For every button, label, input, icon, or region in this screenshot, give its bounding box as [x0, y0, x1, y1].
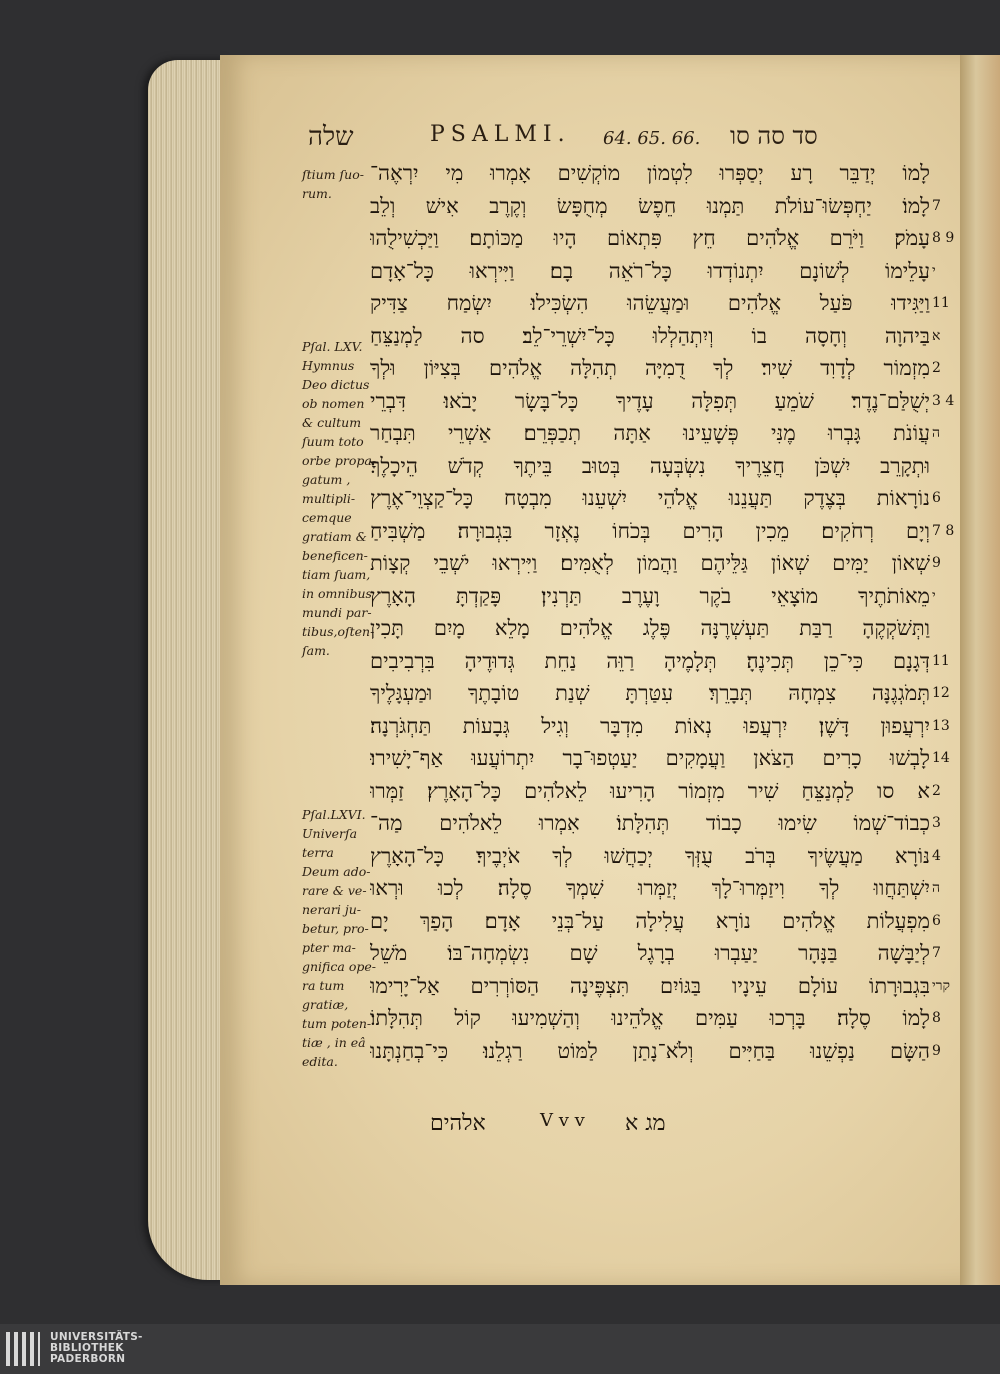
verse-number: 8 — [932, 1010, 941, 1026]
footer-signature: V v v — [540, 1110, 585, 1131]
margin-note-line: Deo dictus — [302, 377, 370, 392]
hebrew-text-line: וְיָם רְחֹקִים׃ מֵכִין הָרִים בְּכֹחוֹ נֶאְזָר בִּגְבוּרָה׃ מַשְׁבִּיחַ — [370, 518, 930, 543]
verse-number: 8 9 — [932, 230, 955, 246]
hebrew-text-line: כְבוֹד־שְׁמוֹ שִׂימוּ כָבוֹד תְּהִלָּתוֹ׃ אִמְרוּ לֵאלֹהִים מַה־ — [370, 811, 930, 835]
footer-hebrew-signature: מג א — [625, 1111, 666, 1136]
margin-note-line: Deum ado- — [302, 864, 371, 879]
verse-number: 6 — [932, 912, 941, 929]
margin-note-line: ob nomen — [302, 396, 365, 411]
verse-number: 14 — [932, 750, 950, 766]
hebrew-text-line: הַשָּׂם נַפְשֵׁנוּ בַּחַיִּים וְלֹא־נָתַן לַמּוֹט רַגְלֵנוּ׃ כִּי־בְחַנְתָּנוּ — [370, 1038, 930, 1063]
margin-note-line: rare & ve- — [302, 883, 367, 898]
margin-note-line: terra — [302, 845, 334, 860]
header-chapter-numbers: 64. 65. 66. — [603, 128, 701, 149]
library-logo-text — [50, 1332, 143, 1365]
hebrew-text-line: לְיַבָּשָׁה בַּנָּהָר יַעַבְרוּ בְרָגֶל שָׁם נִשְׂמְחָה־בּוֹ׃ מֹשֵׁל — [370, 941, 930, 965]
verse-number: 11 — [932, 295, 950, 311]
hebrew-text-line: מִזְמוֹר לְדָוִד שִׁיר׃ לְךָ דֻמִיָּה תְהִלָּה אֱלֹהִים בְּצִיּוֹן וּלְךָ — [370, 356, 930, 380]
hebrew-text-line: עָמֹק׃ וַיֹּרֵם אֱלֹהִים חֵץ פִּתְאוֹם הָיוּ מַכּוֹתָם׃ וַיַּכְשִׁילֻהוּ — [370, 226, 930, 250]
margin-note-line: & cultum — [302, 415, 362, 430]
hebrew-text-line: נוֹרָאוֹת בְּצֶדֶק תַּעֲנֵנוּ אֱלֹהֵי יִשְׁעֵנוּ מִבְטָח כָּל־קַצְוֵי־אֶרֶץ — [370, 486, 930, 510]
logo-line-1: UNIVERSITÄTS- — [50, 1331, 143, 1343]
margin-note-line: Univerſa — [302, 826, 358, 841]
verse-number: ה — [932, 880, 941, 896]
verse-number: 7 — [932, 945, 941, 961]
margin-note-line: nerari ju- — [302, 902, 361, 917]
hebrew-text-line: לָמוֹ יְדַבֵּר רָע יְסַפְּרוּ לִטְמוֹן מוֹקְשִׁים אָמְרוּ מִי יִרְאֶה־ — [370, 161, 930, 185]
verse-number — [932, 448, 960, 484]
margin-note-line: ſtium ſuo- — [302, 167, 364, 182]
margin-note-line: beneficen- — [302, 548, 368, 563]
margin-note-line: mundi par- — [302, 605, 372, 620]
margin-note-line: gratiam & — [302, 529, 367, 544]
library-logo-icon — [6, 1332, 40, 1366]
verse-number: 12 — [932, 685, 950, 701]
verse-number: קרי — [932, 977, 951, 994]
verse-number: י — [932, 262, 936, 279]
hebrew-text-line: וַיַּגִּידוּ פֹּעַל אֱלֹהִים וּמַעֲשֵׂהוּ הִשְׂכִּילוּ׃ יִשְׂמַח צַדִּיק — [370, 291, 930, 315]
hebrew-text-line: לָמוֹ סֶלָה׃ בָּרְכוּ עַמִּים אֱלֹהֵינוּ וְהַשְׁמִיעוּ קוֹל תְּהִלָּתוֹ׃ — [370, 1006, 930, 1030]
margin-note-line: ſam. — [302, 643, 330, 658]
margin-note-line: orbe propa- — [302, 453, 377, 468]
verse-number: 7 — [932, 197, 941, 214]
verse-number: 3 4 — [932, 392, 955, 409]
verse-number: 9 — [932, 1042, 941, 1059]
margin-note-line: in omnibus — [302, 586, 372, 601]
verse-number: ה — [932, 425, 941, 441]
hebrew-text-line: א סו לַמְנַצֵּחַ שִׁיר מִזְמוֹר הָרִיעוּ לֵאלֹהִים כָּל־הָאָרֶץ׃ זַמְּרוּ — [370, 778, 930, 803]
margin-note-line: edita. — [302, 1054, 338, 1069]
hebrew-text-line: וּתְקָרֵב יִשְׁכֹּן חֲצֵרֶיךָ נִשְׂבְּעָה בְּטוּב בֵּיתֶךָ קְדֹשׁ הֵיכָלֶךָ׃ — [370, 453, 930, 478]
hebrew-text-line: וַתְּשֹׁקְקֶהָ רַבַּת תַּעְשְׁרֶנָּה פֶּלֶג אֱלֹהִים מָלֵא מָיִם תָּכִין — [370, 616, 930, 640]
hebrew-text-line: תְּמֹגְגֶנָּה צִמְחָהּ תְּבָרֵךְ׃ עִטַּרְתָּ שְׁנַת טוֹבָתֶךָ וּמַעְגָּלֶיךָ — [370, 681, 930, 705]
margin-note-line: cemque — [302, 510, 352, 525]
margin-note-line: Pſal.LXVI. — [302, 807, 366, 822]
hebrew-text-line: עֲוֹנֹת גָּבְרוּ מֶנִּי פְּשָׁעֵינוּ אַתָּה תְכַפְּרֵם׃ אַשְׁרֵי תִּבְחַר — [370, 421, 930, 445]
margin-note-line: Pſal. LXV. — [302, 339, 363, 354]
verse-number: 4 — [932, 847, 941, 864]
verse-number: 13 — [932, 717, 950, 734]
hebrew-text-line: בַּיהוָה וְחָסָה בוֹ וְיִתְהַלְלוּ כָּל־יִשְׁרֵי־לֵב׃ סה לַמְנַצֵּחַ — [370, 323, 930, 348]
logo-line-3: PADERBORN — [50, 1353, 126, 1365]
margin-note-line: ra tum — [302, 978, 345, 993]
library-logo-bar — [0, 1324, 1000, 1374]
margin-note-line: pter ma- — [302, 940, 356, 955]
margin-note-line: gratiæ, — [302, 997, 349, 1012]
margin-note-line: multipli- — [302, 491, 356, 506]
hebrew-text-line: עָלֵימוֹ לְשׁוֹנָם יִתְנוֹדְדוּ כָּל־רֹאֵה בָם׃ וַיִּירְאוּ כָּל־אָדָם — [370, 258, 930, 283]
header-title: PSALMI. — [430, 122, 571, 147]
hebrew-text-line: בִּגְבוּרָתוֹ עוֹלָם עֵינָיו בַּגּוֹיִם תִּצְפֶּינָה הַסּוֹרְרִים אַל־יָרִימוּ — [370, 973, 930, 998]
hebrew-text-line: מִפְעֲלוֹת אֱלֹהִים נוֹרָא עֲלִילָה עַל־בְּנֵי אָדָם׃ הָפַךְ יָם — [370, 908, 930, 933]
margin-note-line: betur, pro- — [302, 921, 369, 936]
margin-note-line: tiæ , in eâ — [302, 1035, 366, 1050]
margin-note-line: tiam ſuam, — [302, 567, 371, 582]
hebrew-text-line: לָמוֹ׃ יַחְפְּשׂוּ־עוֹלֹת תַּמְנוּ חֵפֶשׂ מְחֻפָּשׂ וְקֶרֶב אִישׁ וְלֵב — [370, 193, 930, 218]
hebrew-text-line: מֵאוֹתֹתֶיךָ מוֹצָאֵי בֹקֶר וָעֶרֶב תַּרְנִין׃ פָּקַדְתָּ הָאָרֶץ — [370, 583, 930, 608]
hebrew-text-line: לָבְשׁוּ כָרִים הַצֹּאן וַעֲמָקִים יַעַטְפוּ־בָר יִתְרוֹעֲעוּ אַף־יָשִׁירוּ׃ — [370, 746, 930, 770]
verse-number — [932, 610, 960, 646]
hebrew-text-line: יִשְׁתַּחֲווּ לְךָ וִיזַמְּרוּ־לָךְ יְזַמְּרוּ שִׁמְךָ סֶלָה׃ לְכוּ וּרְאוּ — [370, 876, 930, 900]
verse-number: י — [932, 587, 936, 604]
verse-number: 3 — [932, 815, 941, 831]
verse-number: 11 — [932, 652, 950, 669]
hebrew-text-line: נּוֹרָא מַעֲשֶׂיךָ בְּרֹב עֻזְּךָ יְכַחֲשׁוּ לְךָ אֹיְבֶיךָ׃ כָּל־הָאָרֶץ — [370, 843, 930, 868]
footer-catchword: אלהים — [430, 1111, 486, 1136]
hebrew-text-line: דְּגָנָם כִּי־כֵן תְּכִינֶהָ׃ תְּלָמֶיהָ רַוֵּה נַחֵת גְּדוּדֶיהָ בִּרְבִיבִים — [370, 648, 930, 673]
verse-number: 9 — [932, 555, 941, 571]
verse-number: 2 — [932, 360, 941, 376]
margin-note-line: tum poten- — [302, 1016, 372, 1031]
page-edge-stack — [148, 60, 228, 1280]
logo-line-2: BIBLIOTHEK — [50, 1342, 124, 1354]
verse-number: 6 — [932, 490, 941, 506]
margin-note-line: Hymnus — [302, 358, 355, 373]
header-hebrew-folio: שלה — [308, 122, 354, 152]
margin-note-line: rum. — [302, 186, 332, 201]
margin-note-line: ſuum toto — [302, 434, 364, 449]
verse-number: א — [932, 327, 941, 344]
verse-number: 7 8 — [932, 522, 955, 539]
hebrew-text-line: שְׁאוֹן יַמִּים שְׁאוֹן גַּלֵּיהֶם וַהֲמוֹן לְאֻמִּים׃ וַיִּירְאוּ יֹשְׁבֵי קְצָוֹת — [370, 551, 930, 575]
verse-number: 2 — [932, 782, 941, 799]
margin-note-line: tibus,oſten- — [302, 624, 375, 639]
margin-note-line: gatum , — [302, 472, 351, 487]
book-gutter — [960, 55, 1000, 1285]
margin-note-line: gnifica ope- — [302, 959, 376, 974]
verse-number — [932, 155, 960, 191]
hebrew-text-line: יִרְעֲפוּן דָּשֶׁן׃ יִרְעֲפוּ נְאוֹת מִדְבָּר וְגִיל גְּבָעוֹת תַּחְגֹּרְנָה׃ — [370, 713, 930, 738]
hebrew-text-line: יְשֻׁלַּם־נֶדֶר׃ שֹׁמֵעַ תְּפִלָּה עָדֶיךָ כָּל־בָּשָׂר יָבֹאוּ׃ דִּבְרֵי — [370, 388, 930, 413]
header-hebrew-chapters: סד סה סו — [730, 122, 818, 150]
